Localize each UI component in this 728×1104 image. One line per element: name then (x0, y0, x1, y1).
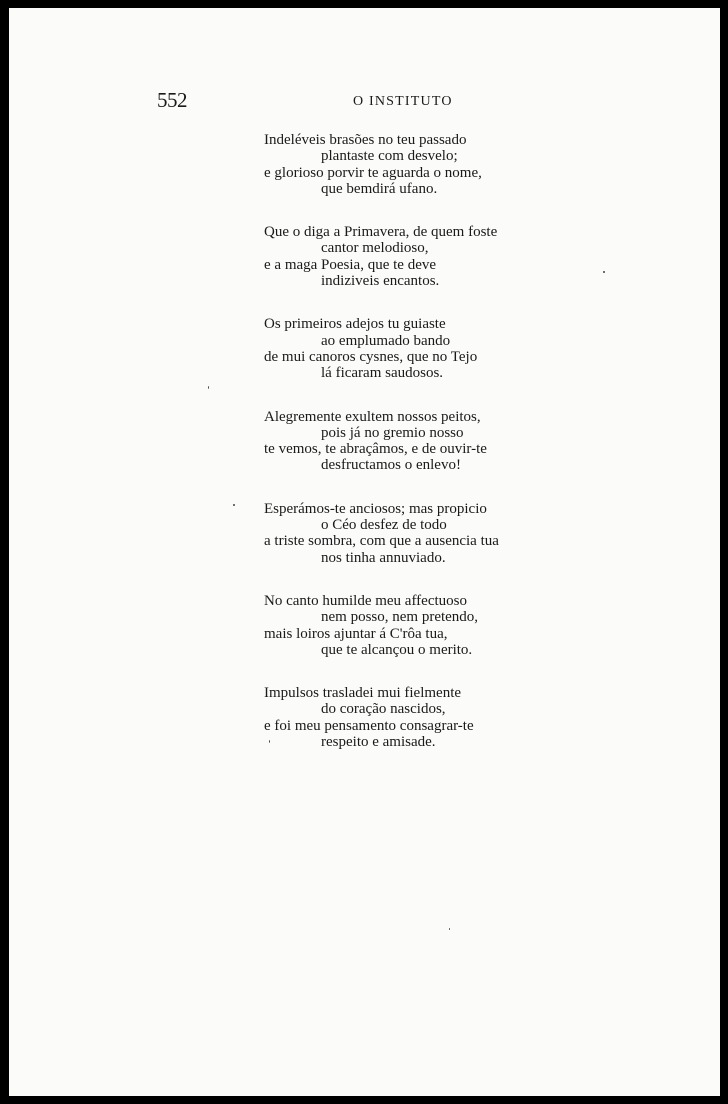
poem-line: te vemos, te abraçâmos, e de ouvir-te (264, 441, 487, 458)
poem-line: Indeléveis brasões no teu passado (264, 132, 467, 148)
poem-line: mais loiros ajuntar á C'rôa tua, (264, 625, 448, 642)
poem-line: e a maga Poesia, que te deve (264, 256, 437, 273)
stanza-1 (264, 132, 564, 197)
poem-line: No canto humilde meu affectuoso (264, 592, 467, 609)
poem-line: e foi meu pensamento consagrar-te (264, 717, 474, 734)
stanza-3 (264, 316, 564, 381)
poem-line: nos tinha annuviado. (321, 549, 446, 566)
poem-line: que te alcançou o merito. (321, 641, 473, 658)
running-title: O INSTITUTO (353, 94, 453, 109)
poem (264, 132, 564, 777)
stanza-4 (264, 409, 564, 474)
poem-line: plantaste com desvelo; (321, 148, 458, 165)
poem-line: Os primeiros adejos tu guiaste (264, 316, 446, 333)
scan-speck (603, 271, 605, 273)
stanza-2 (264, 224, 564, 289)
stanza-5 (264, 501, 564, 566)
poem-line: cantor melodioso, (321, 240, 429, 257)
poem-line: Impulsos trasladei mui fielmente (264, 685, 462, 702)
scan-speck (449, 928, 450, 930)
poem-line: indiziveis encantos. (321, 273, 440, 290)
poem-line: desfructamos o enlevo! (321, 457, 461, 474)
stanza-7 (264, 685, 564, 750)
poem-line: a triste sombra, com que a ausencia tua (264, 533, 499, 550)
poem-line: pois já no gremio nosso (321, 424, 464, 441)
scan-speck (233, 504, 235, 506)
poem-line: o Céo desfez de todo (321, 517, 447, 534)
poem-line: que bemdirá ufano. (321, 180, 438, 197)
scan-speck (208, 386, 209, 389)
poem-line: respeito e amisade. (321, 734, 436, 751)
poem-line: Esperámos-te anciosos; mas propicio (264, 500, 487, 517)
poem-line: Alegremente exultem nossos peitos, (264, 408, 481, 425)
poem-line: do coração nascidos, (321, 701, 446, 718)
page-number: 552 (157, 88, 187, 112)
poem-line: ao emplumado bando (321, 332, 451, 349)
poem-line: e glorioso porvir te aguarda o nome, (264, 164, 482, 181)
book-page (9, 8, 720, 1096)
stanza-6 (264, 593, 564, 658)
scan-speck (269, 740, 270, 743)
poem-line: de mui canoros cysnes, que no Tejo (264, 348, 478, 365)
poem-line: lá ficaram saudosos. (321, 365, 444, 382)
poem-line: nem posso, nem pretendo, (321, 609, 479, 626)
poem-line: Que o diga a Primavera, de quem foste (264, 224, 498, 241)
